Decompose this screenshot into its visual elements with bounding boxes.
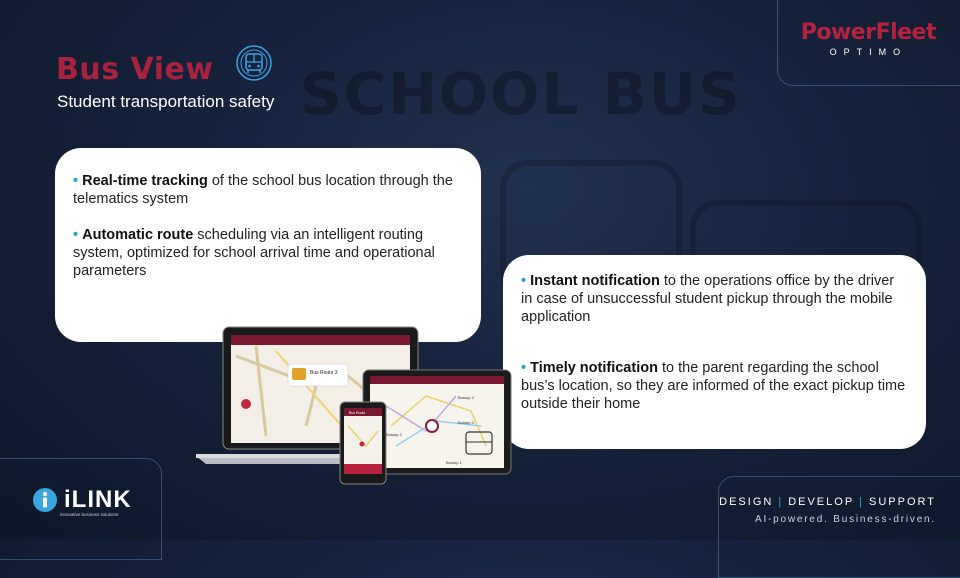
- tablet-label: Bustop 1: [446, 460, 462, 465]
- slide-subtitle: Student transportation safety: [57, 92, 275, 111]
- footer-services: [719, 496, 936, 508]
- feature-text: to the parent regarding the school bus’s location, so they are informed of the exact pickup time outside their home: [521, 360, 906, 412]
- bullet-icon: •: [521, 360, 527, 376]
- feature-text: to the operations office by the driver in case of unsuccessful student pickup through the mobile application: [521, 273, 895, 325]
- tablet-label: Bustop 2: [386, 432, 402, 437]
- ilink-name: iLINK: [64, 486, 132, 513]
- footer-tagline: AI-powered. Business-driven.: [754, 514, 936, 525]
- ilink-logo: [32, 486, 132, 517]
- feature-item: [521, 359, 906, 413]
- footer: [719, 496, 936, 525]
- tablet-label: Bustop 3: [458, 420, 474, 425]
- tablet-label: Bustop 4: [458, 395, 474, 400]
- background-school-bus-text: SCHOOL BUS: [300, 60, 742, 128]
- footer-separator: |: [778, 496, 784, 508]
- feature-bold: Automatic route: [82, 227, 194, 243]
- brand-name: PowerFleet: [800, 20, 936, 45]
- feature-item: [73, 172, 463, 208]
- feature-bold: Real-time tracking: [82, 173, 208, 189]
- laptop-route-label: Bus Route 3: [310, 370, 338, 376]
- footer-design: DESIGN: [719, 496, 774, 508]
- powerfleet-logo: [801, 20, 936, 57]
- feature-item: [73, 226, 463, 280]
- ilink-logo-icon: [32, 487, 58, 513]
- devices-illustration: [196, 326, 512, 486]
- bullet-icon: •: [73, 227, 79, 243]
- phone-header: Bus Route: [349, 411, 366, 415]
- bus-icon: [235, 44, 273, 87]
- bullet-icon: •: [73, 173, 79, 189]
- feature-item: [521, 272, 906, 326]
- brand-sub: OPTIMO: [829, 47, 908, 57]
- feature-text: of the school bus location through the telematics system: [73, 173, 453, 207]
- left-feature-card: [55, 148, 481, 342]
- ilink-tagline: innovative business solutions: [60, 512, 119, 517]
- devices-svg: [196, 326, 512, 486]
- feature-bold: Timely notification: [530, 360, 658, 376]
- footer-separator: |: [859, 496, 865, 508]
- feature-text: scheduling via an intelligent routing system, optimized for school arrival time and operational parameters: [73, 227, 435, 279]
- feature-bold: Instant notification: [530, 273, 660, 289]
- footer-develop: DEVELOP: [788, 496, 855, 508]
- footer-support: SUPPORT: [869, 496, 936, 508]
- map-pin-icon: [426, 420, 438, 432]
- bullet-icon: •: [521, 273, 527, 289]
- bottom-right-frame: [718, 476, 960, 578]
- slide-title: Bus View: [56, 52, 214, 87]
- right-feature-card: [503, 255, 926, 449]
